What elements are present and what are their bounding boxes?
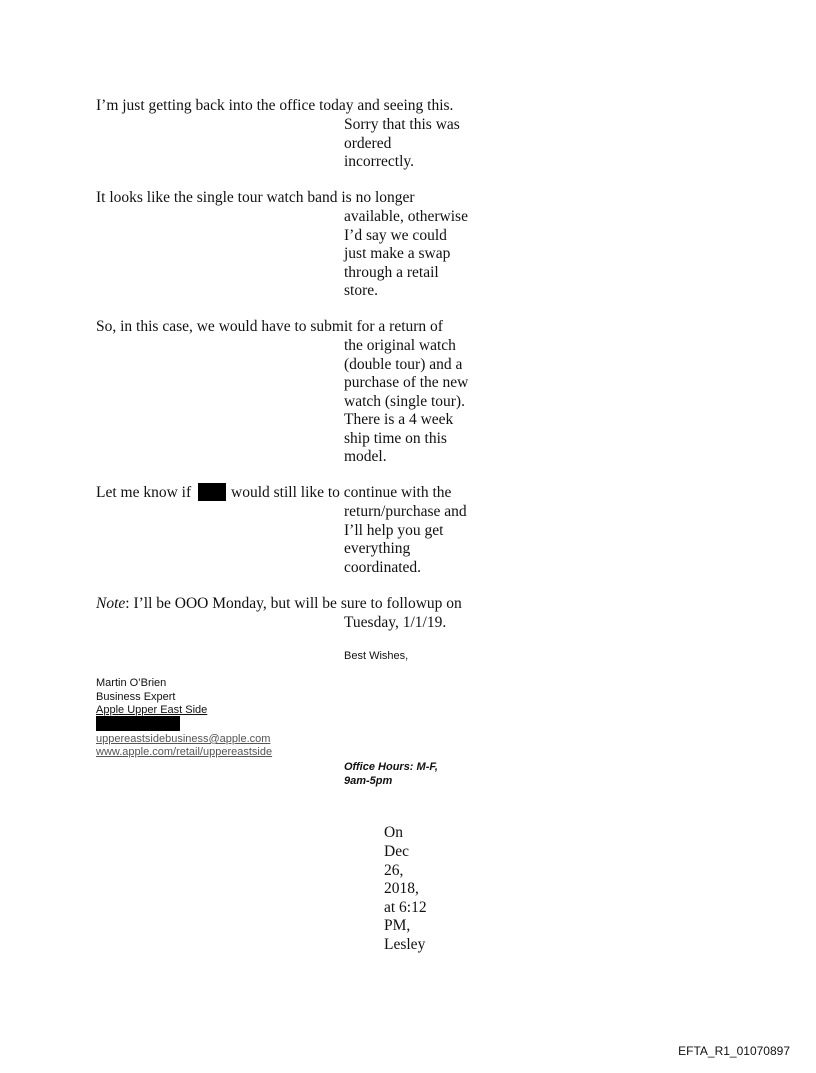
paragraph-1-first-line: I’m just getting back into the office today and seeing this. (96, 97, 454, 114)
paragraph-4-first-line-after: would still like to continue with the (231, 484, 452, 501)
paragraph-5-line-2: Tuesday, 1/1/19. (344, 614, 447, 631)
redaction-block-phone (96, 716, 180, 731)
quoted-header-line-4: 2018, (384, 880, 419, 897)
paragraph-2-first-line: It looks like the single tour watch band is no longer (96, 189, 415, 206)
paragraph-2-line-4: just make a swap (344, 245, 451, 262)
paragraph-3-line-5: watch (single tour). (344, 392, 465, 410)
paragraph-2-line-5: through a retail (344, 263, 439, 281)
paragraph-4-first-line-before: Let me know if (96, 484, 192, 501)
paragraph-3-line-3: (double tour) and a (344, 355, 463, 373)
quoted-header-line-5: at 6:12 (384, 898, 427, 916)
quoted-header-line-6: PM, (384, 917, 411, 934)
quoted-header-line-7: Lesley (384, 935, 426, 953)
paragraph-4-line-4: everything (344, 540, 411, 557)
quoted-header-line-1: On (384, 824, 403, 841)
closing: Best Wishes, (344, 650, 409, 662)
paragraph-4-line-2: return/purchase and (344, 503, 467, 520)
signature-store: Apple Upper East Side (96, 704, 208, 716)
note-text: : I’ll be OOO Monday, but will be sure to followup on (125, 595, 462, 612)
paragraph-3-line-6: There is a 4 week (344, 411, 454, 428)
paragraph-1-line-2: Sorry that this was (344, 116, 460, 133)
signature-title: Business Expert (96, 690, 176, 703)
paragraph-2-line-3: I’d say we could (344, 226, 447, 244)
office-hours-line-1: Office Hours: M-F, (344, 761, 438, 773)
signature-website-link[interactable]: www.apple.com/retail/uppereastside (96, 746, 273, 758)
document-id: EFTA_R1_01070897 (678, 1044, 790, 1058)
quoted-header-line-2: Dec (384, 843, 409, 860)
signature-email-link[interactable]: uppereastsidebusiness@apple.com (96, 733, 271, 745)
paragraph-5-first-line (96, 595, 462, 614)
paragraph-1-line-3: ordered (344, 134, 392, 152)
paragraph-3-line-7: ship time on this (344, 429, 447, 447)
paragraph-3-line-4: purchase of the new (344, 374, 469, 391)
paragraph-1-line-4: incorrectly. (344, 153, 414, 170)
paragraph-4-line-3: I’ll help you get (344, 521, 444, 539)
paragraph-2-line-2: available, otherwise (344, 208, 468, 225)
paragraph-3-line-2: the original watch (344, 337, 456, 354)
office-hours-line-2: 9am-5pm (344, 774, 393, 787)
paragraph-3-first-line: So, in this case, we would have to submit for a return of (96, 318, 443, 335)
paragraph-3-line-8: model. (344, 448, 387, 465)
note-label: Note (96, 595, 126, 612)
paragraph-2-line-6: store. (344, 282, 379, 299)
redaction-block-name (198, 483, 226, 501)
signature-name: Martin O’Brien (96, 677, 167, 689)
paragraph-4-line-5: coordinated. (344, 558, 422, 576)
quoted-header-line-3: 26, (384, 861, 404, 879)
